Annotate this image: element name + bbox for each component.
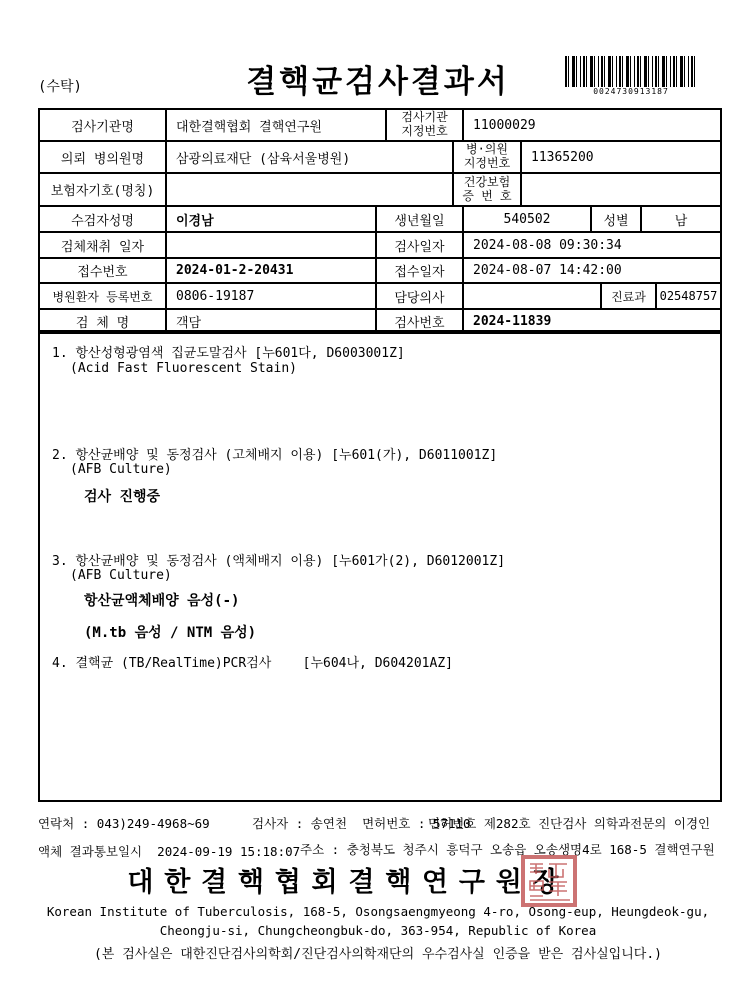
sex-label: 성별 (592, 207, 642, 231)
footer-address: 주소 : 충청북도 청주시 흥덕구 오송읍 오송생명4로 168-5 결핵연구원 (300, 842, 715, 857)
footer-examiner: 검사자 : 송연천 면허번호 : 57110 (252, 816, 471, 831)
result-item2-title: 2. 항산균배양 및 동정검사 (고체배지 이용) [누601(가), D6011001Z] (52, 448, 498, 463)
footer-liquid-report-time: 액체 결과통보일시 2024-09-19 15:18:07 (38, 844, 301, 859)
lab-no-label-line1: 검사기관 (401, 110, 448, 125)
table-row (40, 110, 720, 142)
result-item1-title: 1. 항산성형광염색 집균도말검사 [누601다, D6003001Z] (52, 346, 405, 361)
collect-date-value (167, 233, 377, 257)
doctor-value (464, 284, 602, 308)
footer-contact: 연락처 : 043)249-4968~69 (38, 816, 210, 831)
consignment-label: (수탁) (38, 79, 82, 95)
birth-value: 540502 (464, 207, 592, 231)
organization-title: 대 한 결 핵 협 회 결 핵 연 구 원 장 (127, 867, 561, 897)
birth-label: 생년월일 (377, 207, 464, 231)
result-item3-english: (AFB Culture) (70, 568, 172, 583)
barcode (565, 56, 697, 96)
health-ins-label (454, 174, 522, 205)
results-box (38, 330, 722, 802)
page-title: 결핵균검사결과서 (246, 64, 510, 99)
info-table (38, 108, 722, 334)
hospital-no-value: 11365200 (531, 149, 594, 165)
table-row (40, 310, 720, 332)
test-no-value: 2024-11839 (473, 313, 552, 329)
insurer-value (167, 174, 454, 205)
table-row (40, 284, 720, 310)
test-date-label: 검사일자 (377, 233, 464, 257)
table-row (40, 259, 720, 284)
result-item2-status: 검사 진행중 (84, 489, 161, 505)
lab-name-label: 검사기관명 (40, 110, 167, 140)
receipt-no-label: 접수번호 (40, 259, 167, 282)
test-date-value: 2024-08-08 09:30:34 (473, 237, 622, 253)
lab-name-value: 대한결핵협회 결핵연구원 (167, 110, 387, 140)
result-item3-detail: (M.tb 음성 / NTM 음성) (84, 625, 257, 641)
specimen-value: 객담 (167, 310, 377, 332)
doctor-label: 담당의사 (377, 284, 464, 308)
result-item2-english: (AFB Culture) (70, 462, 172, 477)
table-row (40, 233, 720, 259)
result-item3-result: 항산균액체배양 음성(-) (84, 593, 240, 609)
result-item1-english: (Acid Fast Fluorescent Stain) (70, 361, 297, 376)
insurer-label: 보험자기호(명칭) (40, 174, 167, 205)
official-seal-stamp-icon (521, 855, 577, 907)
test-no-label: 검사번호 (377, 310, 464, 332)
health-ins-value (522, 174, 720, 205)
lab-no-label (387, 110, 464, 140)
barcode-number: 0024730913187 (593, 87, 669, 96)
lab-no-label-line2: 지정번호 (401, 124, 448, 138)
receipt-date-value: 2024-08-07 14:42:00 (473, 263, 622, 278)
hospital-no-label-line1: 병·의원 (465, 142, 508, 157)
result-item3-title: 3. 항산균배양 및 동정검사 (액체배지 이용) [누601가(2), D6012001Z] (52, 554, 506, 569)
collect-date-label: 검체채취 일자 (40, 233, 167, 257)
hospital-no-label-line2: 지정번호 (463, 156, 511, 170)
specimen-label: 검 체 명 (40, 310, 167, 332)
patient-name-value: 이경남 (167, 207, 377, 231)
patient-id-label: 병원환자 등록번호 (40, 284, 167, 308)
hospital-value: 삼광의료재단 (삼육서울병원) (167, 142, 454, 172)
hospital-no-label (454, 142, 522, 172)
footer-english-address-line1: Korean Institute of Tuberculosis, 168-5, Osongsaengmyeong 4-ro, Osong-eup, Heungdeok-gu, (46, 904, 710, 919)
table-row (40, 207, 720, 233)
result-item4-title: 4. 결핵균 (TB/RealTime)PCR검사 [누604나, D604201AZ] (52, 656, 453, 671)
dept-label: 진료과 (602, 284, 657, 308)
barcode-bars-icon (565, 56, 697, 87)
health-ins-label-line2: 증 번 호 (462, 188, 512, 203)
footer-specialist: 면허번호 제282호 진단검사 의학과전문의 이경인 (428, 816, 711, 831)
table-row (40, 142, 720, 174)
health-ins-label-line1: 건강보험 (463, 174, 511, 189)
footer-english-address-line2: Cheongju-si, Chungcheongbuk-do, 363-954, Republic of Korea (159, 923, 597, 938)
hospital-label: 의뢰 병의원명 (40, 142, 167, 172)
patient-id-value: 0806-19187 (167, 284, 377, 308)
sex-value: 남 (674, 213, 688, 229)
footer-certification-note: (본 검사실은 대한진단검사의학회/진단검사의학재단의 우수검사실 인증을 받은 검사실입니다.) (93, 947, 663, 962)
table-row (40, 174, 720, 207)
dept-no-value: 02548757 (659, 289, 718, 303)
patient-name-label: 수검자성명 (40, 207, 167, 231)
receipt-no-value: 2024-01-2-20431 (167, 259, 377, 282)
lab-no-value: 11000029 (473, 117, 536, 133)
receipt-date-label: 접수일자 (377, 259, 464, 282)
